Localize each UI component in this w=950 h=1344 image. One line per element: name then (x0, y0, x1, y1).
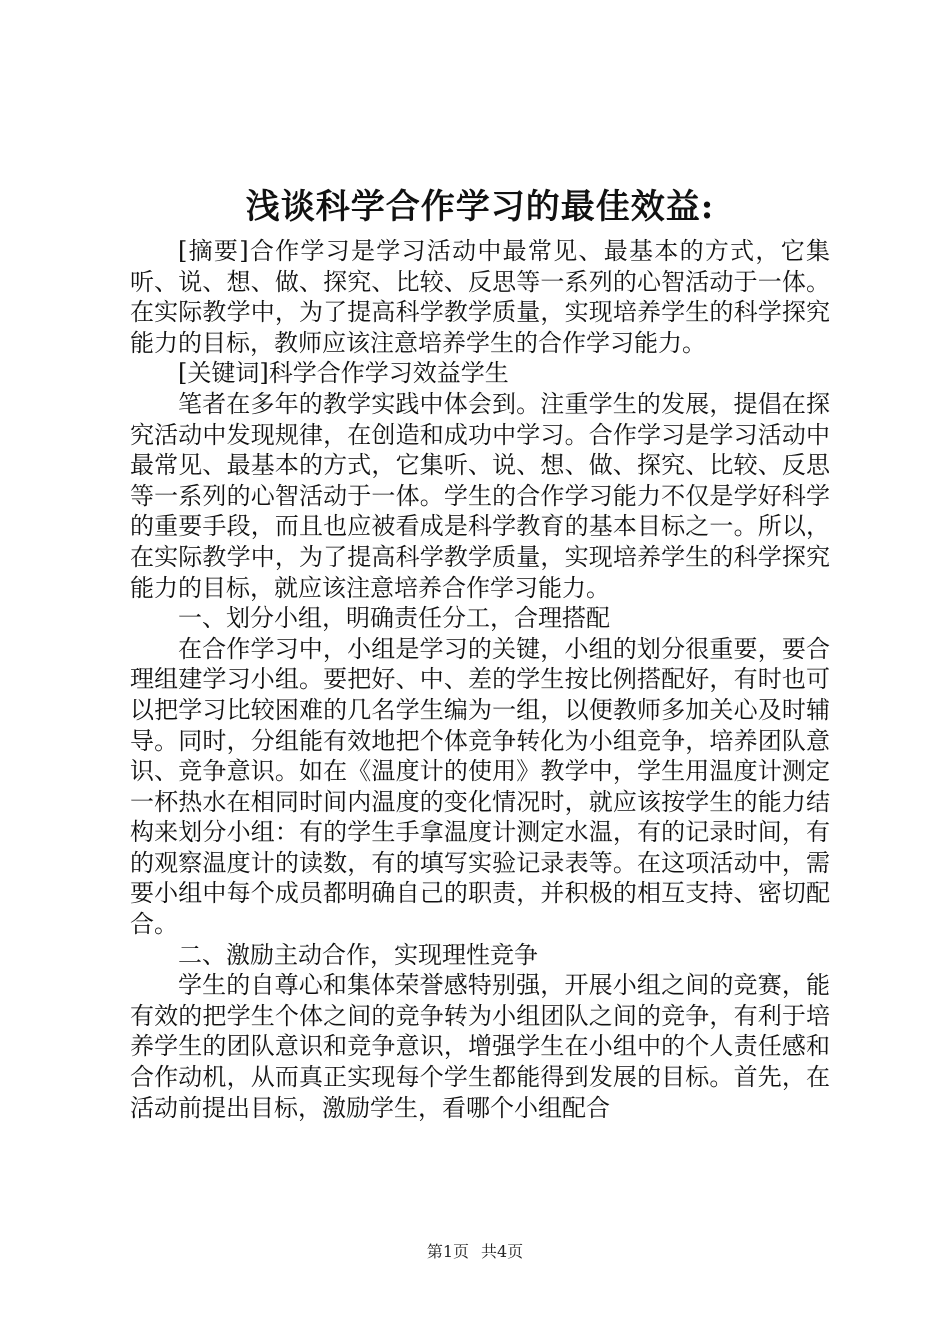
page-number: 第1页 (426, 1242, 469, 1261)
keywords-paragraph: [关键词]科学合作学习效益学生 (178, 359, 509, 388)
abstract-paragraph: [摘要]合作学习是学习活动中最常见、最基本的方式，它集听、说、想、做、探究、比较、反思等一系列的心智活动于一体。在实际教学中，为了提高科学教学质量，实现培养学生的科学探究能力的目标，教师应该注意培养学生的合作学习能力。 (130, 237, 830, 357)
section-heading-2: 二、激励主动合作，实现理性竞争 (178, 940, 538, 969)
document-body (130, 236, 830, 1123)
section-2-paragraph: 学生的自尊心和集体荣誉感特别强，开展小组之间的竞赛，能有效的把学生个体之间的竞争转为小组团队之间的竞争，有利于培养学生的团队意识和竞争意识，增强学生在小组中的个人责任感和合作动机，从而真正实现每个学生都能得到发展的目标。首先，在活动前提出目标，激励学生，看哪个小组配合 (130, 971, 830, 1122)
page-total: 共4页 (481, 1242, 524, 1261)
document-title: 浅谈科学合作学习的最佳效益: (245, 187, 715, 227)
intro-paragraph: 笔者在多年的教学实践中体会到。注重学生的发展，提倡在探究活动中发现规律，在创造和成功中学习。合作学习是学习活动中最常见、最基本的方式，它集听、说、想、做、探究、比较、反思等一系列的心智活动于一体。学生的合作学习能力不仅是学好科学的重要手段，而且也应被看成是科学教育的基本目标之一。所以，在实际教学中，为了提高科学教学质量，实现培养学生的科学探究能力的目标，就应该注意培养合作学习能力。 (130, 389, 830, 602)
section-heading-1: 一、划分小组，明确责任分工，合理搭配 (178, 604, 610, 633)
page-footer (0, 1240, 950, 1264)
section-1-paragraph: 在合作学习中，小组是学习的关键，小组的划分很重要，要合理组建学习小组。要把好、中、差的学生按比例搭配好，有时也可以把学习比较困难的几名学生编为一组，以便教师多加关心及时辅导。同时，分组能有效地把个体竞争转化为小组竞争，培养团队意识、竞争意识。如在《温度计的使用》教学中，学生用温度计测定一杯热水在相同时间内温度的变化情况时，就应该按学生的能力结构来划分小组：有的学生手拿温度计测定水温，有的记录时间，有的观察温度计的读数，有的填写实验记录表等。在这项活动中，需要小组中每个成员都明确自己的职责，并积极的相互支持、密切配合。 (130, 634, 830, 939)
